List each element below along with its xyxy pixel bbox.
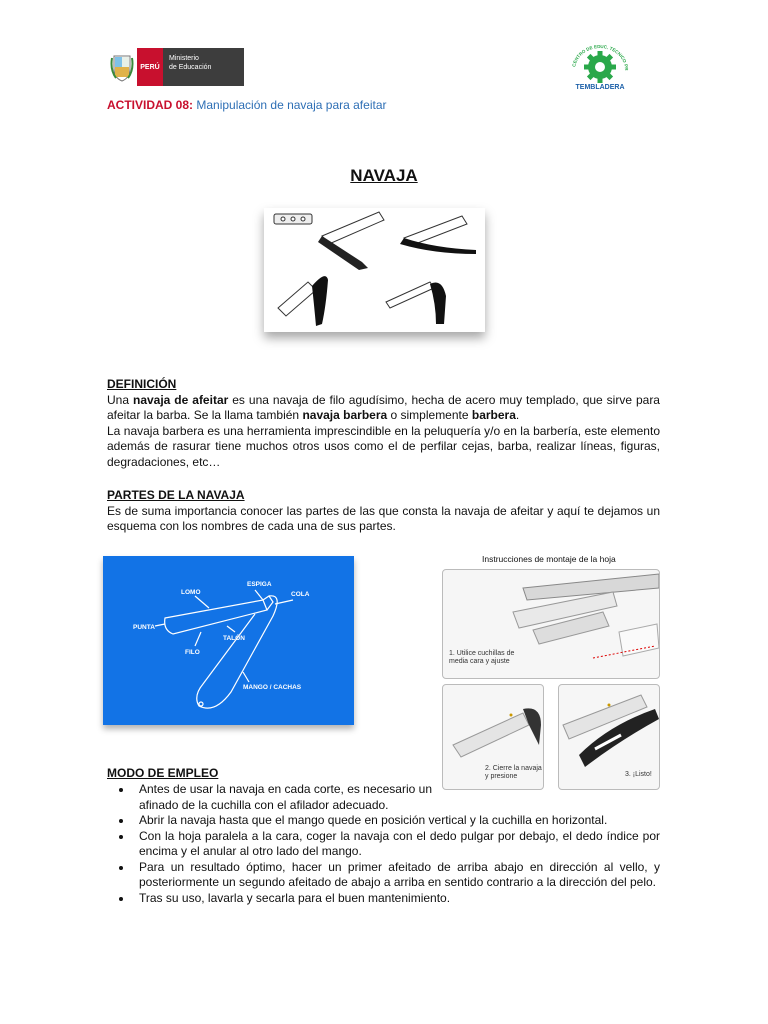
step2-line2: y presione	[485, 773, 518, 780]
instructions-panel-2	[442, 684, 544, 790]
page-title: NAVAJA	[350, 166, 418, 185]
label-punta: PUNTA	[133, 624, 155, 631]
parts-section	[107, 488, 660, 535]
label-filo: FILO	[185, 649, 200, 656]
usage-list-wrap	[107, 782, 660, 906]
label-talon: TALÓN	[223, 635, 245, 642]
usage-heading: MODO DE EMPLEO	[107, 766, 219, 780]
ministry-name	[163, 48, 244, 86]
ministry-name-line2: de Educación	[169, 64, 212, 71]
usage-heading-wrap	[107, 766, 218, 780]
label-cola: COLA	[291, 591, 310, 598]
activity-title: Manipulación de navaja para afeitar	[196, 98, 387, 112]
label-mango: MANGO / CACHAS	[243, 684, 302, 691]
parts-heading: PARTES DE LA NAVAJA	[107, 488, 245, 502]
list-item: • Abrir la navaja hasta que el mango quede en posición vertical y la cuchilla en horizontal.	[133, 813, 660, 829]
definition-heading: DEFINICIÓN	[107, 377, 177, 391]
razor-illustration	[264, 208, 485, 332]
parts-text: Es de suma importancia conocer las partes de las que consta la navaja de afeitar y aquí te dejamos un esquema con los nombres de cada una de sus partes.	[107, 503, 660, 533]
activity-label: ACTIVIDAD 08:	[107, 98, 194, 112]
step1-line2: media cara y ajuste	[449, 658, 510, 665]
school-arc-text: CENTRO DE EDUC. TÉCNICO PR	[571, 43, 630, 71]
instructions-panel-3	[558, 684, 660, 790]
coat-of-arms-icon	[107, 48, 137, 86]
step2-line1: 2. Cierre la navaja	[485, 765, 542, 772]
definition-paragraph-1: Una navaja de afeitar es una navaja de filo agudísimo, hecha de acero muy templado, que sirve para afeitar la barba. Se la llama también navaja barbera o simplemente barbera.	[107, 392, 660, 422]
definition-paragraph-2: La navaja barbera es una herramienta imprescindible en la peluquería y/o en la barbería, este elemento además de rasurar tiene muchos otros usos como el de perfilar cejas, barba, realizar líneas, figuras, degradaciones, etc…	[107, 423, 660, 469]
activity-line	[107, 98, 386, 112]
list-item: • Con la hoja paralela a la cara, coger la navaja con el dedo pulgar por debajo, el dedo índice por encima y el anular al otro lado del mango.	[133, 829, 660, 860]
usage-list	[107, 782, 660, 906]
gear-icon	[584, 51, 616, 83]
list-item: • Tras su uso, lavarla y secarla para el buen mantenimiento.	[133, 891, 660, 907]
step1-line1: 1. Utilice cuchillas de	[449, 650, 515, 657]
ministry-name-line1: Ministerio	[169, 55, 199, 62]
school-name: TEMBLADERA	[575, 84, 625, 91]
label-lomo: LOMO	[181, 589, 201, 596]
peru-label: PERÚ	[137, 48, 163, 86]
list-item: • Para un resultado óptimo, hacer un primer afeitado de arriba abajo en dirección al vello, y posteriormente un segundo afeitado de abajo a arriba en sentido contrario a la dirección del pelo.	[133, 860, 660, 891]
razor-parts-diagram	[103, 556, 354, 725]
list-item: • Antes de usar la navaja en cada corte, es necesario un afinado de la cuchilla con el afilador adecuado.	[133, 782, 432, 813]
label-espiga: ESPIGA	[247, 581, 272, 588]
assembly-instructions	[442, 552, 660, 792]
definition-section	[107, 377, 660, 470]
instructions-panel-1	[442, 569, 660, 679]
school-logo	[565, 40, 635, 92]
step3-label: 3. ¡Listo!	[625, 771, 652, 778]
ministry-logo	[107, 48, 244, 86]
instructions-title: Instrucciones de montaje de la hoja	[482, 554, 616, 564]
